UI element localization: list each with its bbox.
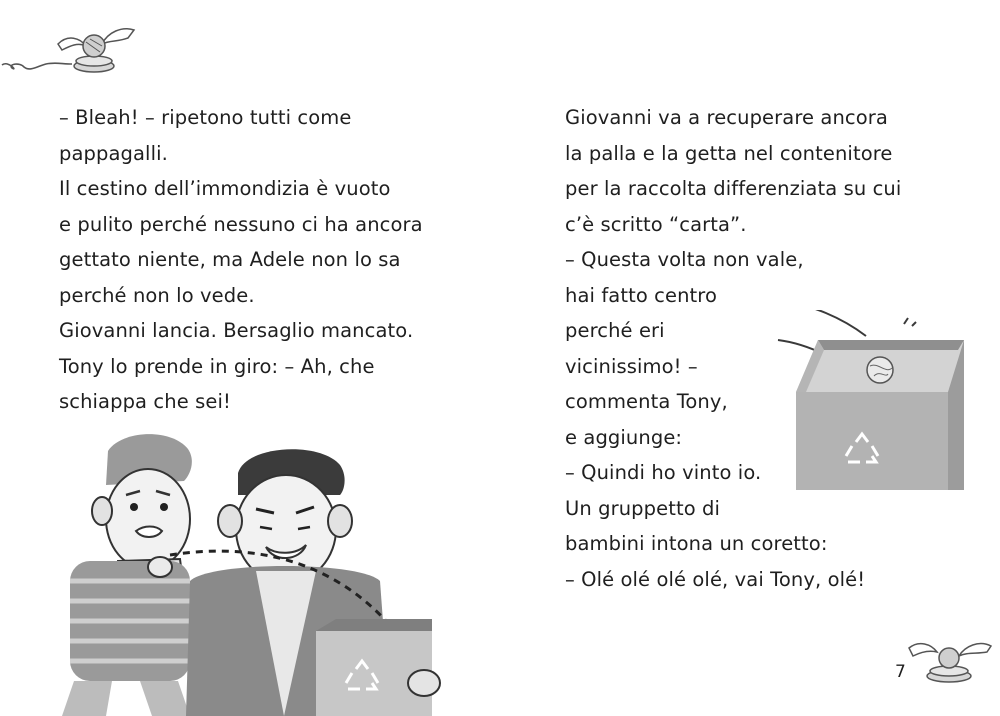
text-line: e pulito perché nessuno ci ha ancora <box>59 212 423 236</box>
text-line: bambini intona un coretto: <box>565 532 828 555</box>
page-number: 7 <box>895 662 906 682</box>
text-line: e aggiunge: <box>565 425 683 449</box>
text-line: per la raccolta differenziata su cui <box>565 177 902 200</box>
bin-illustration <box>770 310 970 490</box>
text-line: pappagalli. <box>59 141 168 165</box>
text-line: schiappa che sei! <box>59 390 231 413</box>
text-line: vicinissimo! – <box>565 354 698 378</box>
text-line: perché non lo vede. <box>59 283 255 307</box>
text-line: hai fatto centro <box>565 283 718 307</box>
winged-ball-ornament-icon <box>905 636 995 696</box>
text-line: c’è scritto “carta”. <box>565 212 747 236</box>
text-line: Tony lo prende in giro: – Ah, che <box>59 354 375 378</box>
text-line: Giovanni lancia. Bersaglio mancato. <box>59 319 414 342</box>
text-line: Giovanni va a recuperare ancora <box>565 106 888 129</box>
text-line: – Questa volta non vale, <box>565 248 804 271</box>
text-line: Il cestino dell’immondizia è vuoto <box>59 177 391 200</box>
text-line: commenta Tony, <box>565 390 728 413</box>
text-line: perché eri <box>565 319 665 342</box>
text-line: – Bleah! – ripetono tutti come <box>59 106 352 129</box>
text-line: la palla e la getta nel contenitore <box>565 141 893 165</box>
winged-ball-ornament-icon <box>0 20 140 100</box>
text-line: Un gruppetto di <box>565 496 721 520</box>
text-line: – Quindi ho vinto io. <box>565 461 762 484</box>
text-line: gettato niente, ma Adele non lo sa <box>59 248 401 271</box>
kids-illustration <box>60 431 460 716</box>
left-column-text <box>59 100 439 420</box>
text-line: – Olé olé olé olé, vai Tony, olé! <box>565 567 866 591</box>
